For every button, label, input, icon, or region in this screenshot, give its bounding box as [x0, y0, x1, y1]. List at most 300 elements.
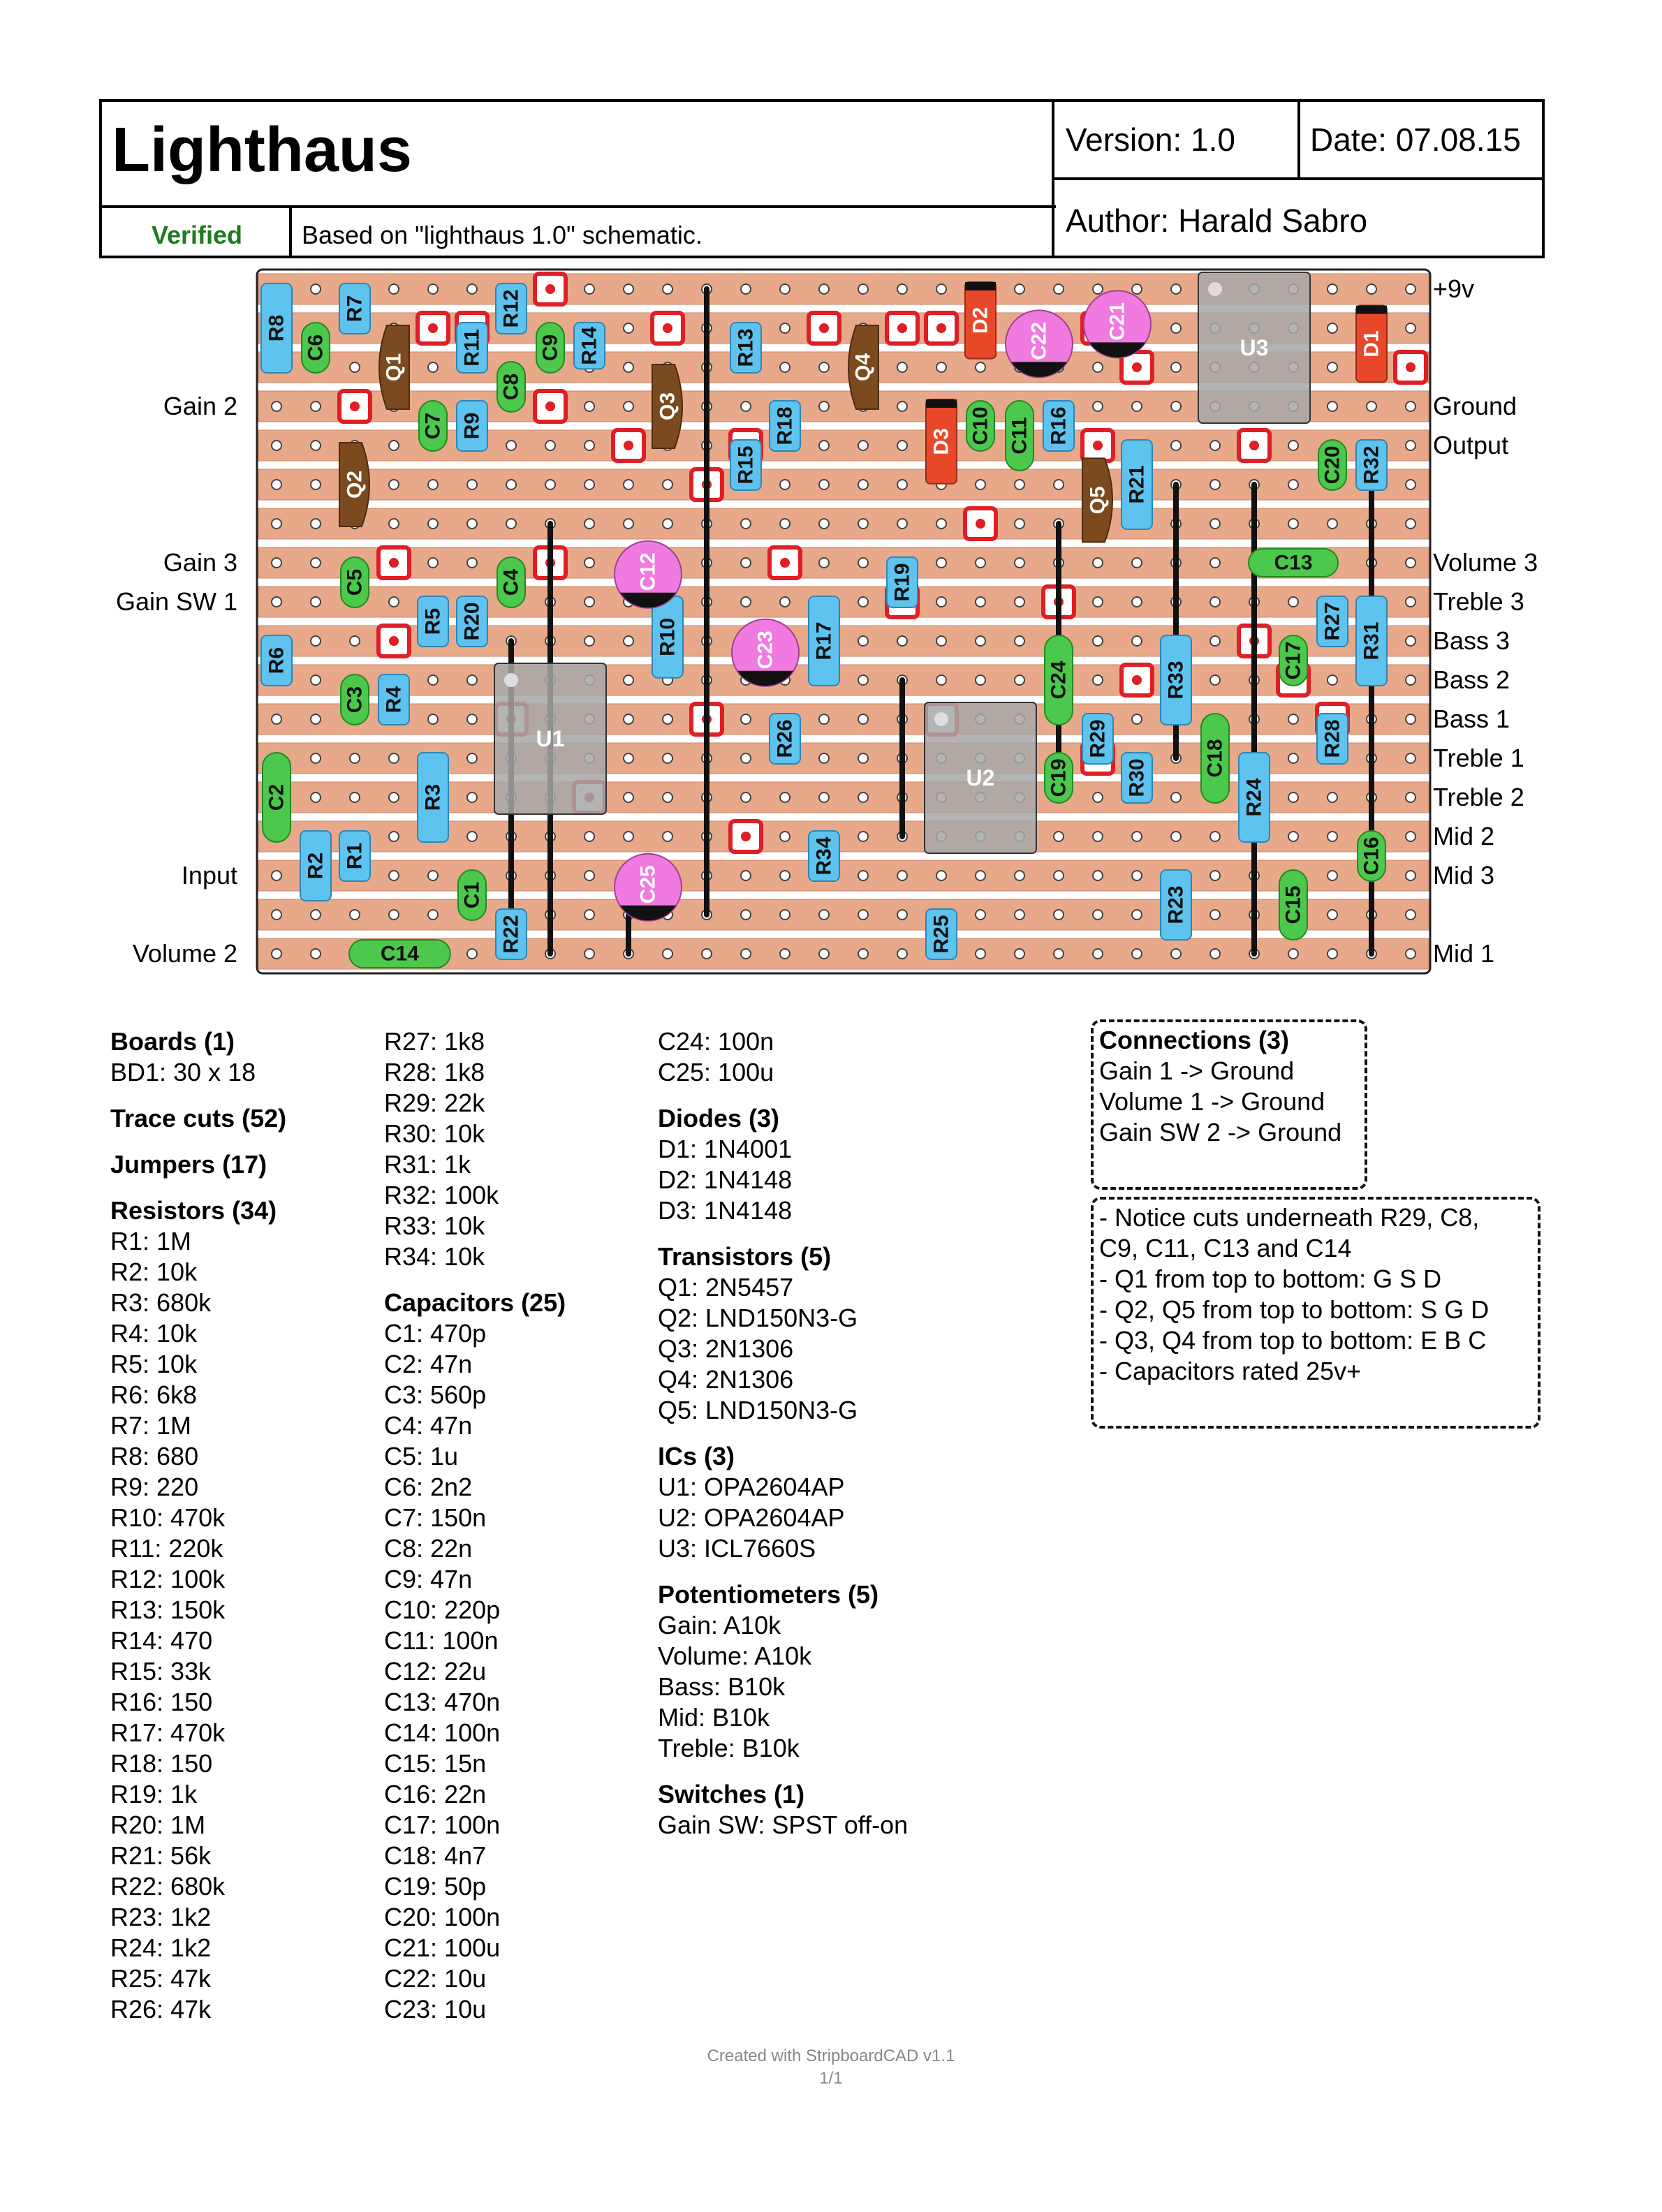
hole: [1406, 792, 1415, 802]
hole: [1132, 832, 1142, 841]
bom-item: Q2: LND150N3-G: [658, 1304, 858, 1332]
bom-item: C4: 47n: [384, 1411, 473, 1440]
bom-item: Q5: LND150N3-G: [658, 1396, 858, 1424]
hole: [1015, 480, 1024, 489]
hole: [584, 558, 594, 568]
hole: [1210, 832, 1220, 841]
trace-cut-dot: [428, 323, 438, 333]
hole: [311, 441, 321, 450]
hole: [1288, 480, 1298, 489]
capacitor-label: C24: [1047, 661, 1071, 700]
hole: [389, 597, 399, 607]
bom-item: R28: 1k8: [384, 1058, 485, 1086]
hole: [897, 401, 907, 411]
hole: [311, 480, 321, 489]
hole: [741, 284, 751, 294]
hole: [936, 362, 946, 372]
hole: [311, 910, 321, 920]
hole: [467, 753, 477, 763]
hole: [858, 597, 868, 607]
capacitor-label: C4: [499, 568, 523, 596]
bom-column-2: [384, 1026, 566, 2025]
hole: [897, 362, 907, 372]
hole: [1210, 558, 1220, 568]
hole: [311, 558, 321, 568]
resistor-label: R29: [1086, 719, 1110, 758]
bom-item: C5: 1u: [384, 1442, 459, 1470]
hole: [897, 441, 907, 450]
hole: [1015, 949, 1024, 959]
hole: [311, 792, 321, 802]
bom-item: D1: 1N4001: [658, 1135, 793, 1163]
hole: [897, 871, 907, 880]
right-label: Mid 2: [1433, 822, 1495, 850]
hole: [1210, 910, 1220, 920]
capacitor-label: C9: [538, 334, 562, 362]
bom-item: C16: 22n: [384, 1780, 487, 1808]
hole: [1054, 871, 1064, 880]
trace-cut-dot: [545, 401, 555, 411]
bom-section-heading: Transistors (5): [658, 1242, 832, 1271]
hole: [858, 792, 868, 802]
hole: [819, 558, 829, 568]
hole: [1406, 636, 1415, 646]
hole: [976, 558, 985, 568]
trace-cut-dot: [624, 441, 633, 450]
pin1-marker: [1208, 282, 1222, 296]
hole: [584, 949, 594, 959]
bom-item: C9: 47n: [384, 1565, 473, 1593]
bom-item: R25: 47k: [110, 1964, 212, 1993]
hole: [584, 636, 594, 646]
bom-item: R9: 220: [110, 1473, 199, 1501]
hole: [1288, 753, 1298, 763]
left-label: Gain 3: [163, 548, 237, 577]
bom-item: R33: 10k: [384, 1211, 485, 1240]
hole: [1054, 949, 1064, 959]
capacitor-label: C17: [1281, 641, 1305, 680]
hole: [350, 753, 360, 763]
hole: [272, 597, 281, 607]
trace-cut-dot: [741, 832, 751, 841]
hole: [663, 792, 672, 802]
right-label: Output: [1433, 431, 1509, 459]
pin1-marker: [504, 673, 518, 687]
hole: [780, 480, 790, 489]
hole: [467, 832, 477, 841]
bom-item: BD1: 30 x 18: [110, 1058, 256, 1086]
right-label: Treble 1: [1433, 744, 1524, 772]
resistor-label: R11: [460, 329, 484, 367]
hole: [311, 675, 321, 685]
hole: [897, 910, 907, 920]
resistor-label: R12: [499, 289, 523, 328]
connection-item: Gain 1 -> Ground: [1099, 1056, 1295, 1085]
resistor-label: R10: [656, 617, 679, 656]
hole: [1406, 949, 1415, 959]
hole: [1093, 401, 1103, 411]
hole: [1093, 910, 1103, 920]
bom-item: U1: OPA2604AP: [658, 1473, 845, 1501]
hole: [1132, 401, 1142, 411]
hole: [1171, 949, 1181, 959]
hole: [1288, 519, 1298, 529]
hole: [1367, 284, 1376, 294]
hole: [1132, 949, 1142, 959]
hole: [1406, 675, 1415, 685]
hole: [428, 284, 438, 294]
hole: [936, 597, 946, 607]
hole: [936, 284, 946, 294]
bom-item: C10: 220p: [384, 1595, 501, 1624]
trace-cut-dot: [1132, 362, 1142, 372]
hole: [1132, 558, 1142, 568]
hole: [976, 636, 985, 646]
bom-item: C22: 10u: [384, 1964, 487, 1993]
bom-item: R5: 10k: [110, 1350, 198, 1378]
hole: [624, 636, 633, 646]
hole: [976, 362, 985, 372]
bom-section-heading: Jumpers (17): [110, 1150, 267, 1179]
transistor-label: Q3: [656, 392, 679, 421]
hole: [976, 480, 985, 489]
right-label: +9v: [1433, 274, 1475, 303]
page-title: Lighthaus: [112, 115, 412, 185]
capacitor-label: C1: [460, 881, 484, 909]
hole: [897, 636, 907, 646]
hole: [897, 284, 907, 294]
bom-item: R24: 1k2: [110, 1933, 212, 1962]
hole: [858, 910, 868, 920]
bom-item: C3: 560p: [384, 1380, 487, 1409]
hole: [389, 871, 399, 880]
bom-item: R26: 47k: [110, 1995, 212, 2023]
hole: [1015, 910, 1024, 920]
capacitor-label: C6: [304, 334, 328, 362]
hole: [272, 480, 281, 489]
hole: [311, 284, 321, 294]
hole: [584, 597, 594, 607]
hole: [272, 910, 281, 920]
resistor-label: R21: [1125, 465, 1149, 504]
ic-label: U2: [966, 765, 995, 790]
hole: [624, 362, 633, 372]
resistor-label: R2: [304, 852, 328, 880]
trace-cut-dot: [780, 558, 790, 568]
bom-column-1: [110, 1026, 286, 2025]
right-label: Treble 3: [1433, 587, 1524, 616]
hole: [350, 636, 360, 646]
version: Version: 1.0: [1066, 121, 1235, 158]
hole: [272, 871, 281, 880]
hole: [545, 441, 555, 450]
bom-item: C15: 15n: [384, 1749, 487, 1778]
trace-cut-dot: [1406, 362, 1415, 372]
status-badge: Verified: [151, 221, 243, 249]
hole: [1210, 871, 1220, 880]
bom-item: R10: 470k: [110, 1503, 226, 1532]
left-label: Input: [181, 861, 237, 890]
hole: [1406, 519, 1415, 529]
hole: [819, 284, 829, 294]
resistor-label: R32: [1360, 445, 1383, 485]
hole: [1093, 871, 1103, 880]
bom-item: Q4: 2N1306: [658, 1365, 794, 1394]
hole: [1406, 441, 1415, 450]
right-label: Bass 1: [1433, 705, 1510, 733]
hole: [311, 714, 321, 724]
resistor-label: R13: [734, 328, 758, 367]
hole: [663, 519, 672, 529]
hole: [780, 792, 790, 802]
hole: [1406, 558, 1415, 568]
hole: [780, 597, 790, 607]
note-line: C9, C11, C13 and C14: [1099, 1234, 1352, 1262]
bom-item: C13: 470n: [384, 1688, 501, 1716]
hole: [389, 792, 399, 802]
hole: [1406, 753, 1415, 763]
capacitor-label: C19: [1047, 758, 1071, 797]
hole: [819, 714, 829, 724]
bom-item: Gain SW: SPST off-on: [658, 1811, 909, 1839]
hole: [545, 480, 555, 489]
hole: [780, 519, 790, 529]
bom-item: Q1: 2N5457: [658, 1273, 794, 1302]
hole: [624, 519, 633, 529]
hole: [936, 675, 946, 685]
hole: [936, 871, 946, 880]
bom-item: Gain: A10k: [658, 1611, 781, 1639]
hole: [1132, 284, 1142, 294]
left-label: Gain 2: [163, 392, 237, 420]
hole: [350, 792, 360, 802]
resistor-label: R15: [734, 445, 758, 485]
hole: [1328, 832, 1337, 841]
right-label: Mid 3: [1433, 861, 1495, 890]
footer-page: 1/1: [819, 2069, 843, 2088]
hole: [741, 871, 751, 880]
hole: [506, 519, 516, 529]
hole: [1132, 636, 1142, 646]
hole: [467, 480, 477, 489]
resistor-label: R28: [1321, 719, 1344, 758]
hole: [624, 714, 633, 724]
description: Based on "lighthaus 1.0" schematic.: [302, 221, 703, 249]
resistor-label: R33: [1164, 661, 1188, 700]
note-line: - Capacitors rated 25v+: [1099, 1357, 1362, 1385]
bom-item: C8: 22n: [384, 1534, 473, 1563]
hole: [780, 832, 790, 841]
bom-section-heading: Capacitors (25): [384, 1288, 566, 1317]
hole: [584, 871, 594, 880]
hole: [663, 480, 672, 489]
connections-title: Connections (3): [1099, 1026, 1290, 1054]
diode-label: D3: [929, 428, 953, 455]
hole: [1171, 401, 1181, 411]
hole: [1093, 832, 1103, 841]
resistor-label: R23: [1164, 885, 1188, 924]
hole: [1328, 401, 1337, 411]
ic-label: U1: [536, 726, 565, 751]
resistor-label: R14: [578, 326, 601, 365]
hole: [350, 362, 360, 372]
right-label: Ground: [1433, 392, 1517, 420]
notes-box: [1091, 1197, 1540, 1429]
hole: [428, 871, 438, 880]
hole: [584, 401, 594, 411]
bom-item: R11: 220k: [110, 1534, 223, 1563]
hole: [1288, 949, 1298, 959]
hole: [1171, 792, 1181, 802]
bom-item: R12: 100k: [110, 1565, 226, 1593]
hole: [819, 753, 829, 763]
hole: [624, 675, 633, 685]
hole: [428, 519, 438, 529]
hole: [1093, 949, 1103, 959]
hole: [1406, 714, 1415, 724]
hole: [624, 792, 633, 802]
bom-item: R19: 1k: [110, 1780, 198, 1808]
hole: [1015, 284, 1024, 294]
bom-item: D2: 1N4148: [658, 1165, 793, 1194]
bom-item: R22: 680k: [110, 1872, 226, 1901]
left-label: Gain SW 1: [115, 587, 237, 616]
resistor-label: R9: [460, 412, 484, 440]
capacitor-label: C14: [380, 942, 419, 966]
hole: [311, 753, 321, 763]
capacitor-label: C25: [636, 865, 660, 904]
hole: [467, 949, 477, 959]
bom-section-heading: Switches (1): [658, 1780, 805, 1808]
trace-cut-dot: [1093, 441, 1103, 450]
bom-section-heading: Diodes (3): [658, 1104, 780, 1133]
pin1-marker: [934, 712, 948, 726]
hole: [506, 480, 516, 489]
note-line: - Notice cuts underneath R29, C8,: [1099, 1203, 1480, 1232]
note-line: - Q2, Q5 from top to bottom: S G D: [1099, 1295, 1490, 1324]
capacitor-label: C22: [1027, 321, 1051, 360]
hole: [428, 910, 438, 920]
hole: [1093, 636, 1103, 646]
hole: [1015, 871, 1024, 880]
hole: [428, 714, 438, 724]
hole: [389, 441, 399, 450]
hole: [1406, 401, 1415, 411]
bom-item: C19: 50p: [384, 1872, 487, 1901]
hole: [272, 558, 281, 568]
hole: [1288, 832, 1298, 841]
trace-cut-dot: [936, 323, 946, 333]
trace-cut-dot: [350, 401, 360, 411]
bom-column-3: [658, 1026, 908, 1841]
hole: [1171, 832, 1181, 841]
bom-item: C23: 10u: [384, 1995, 487, 2023]
hole: [1210, 636, 1220, 646]
hole: [858, 949, 868, 959]
bom-item: R15: 33k: [110, 1657, 212, 1686]
resistor-label: R22: [499, 915, 523, 954]
resistor-label: R6: [265, 647, 288, 674]
hole: [1093, 362, 1103, 372]
hole: [858, 558, 868, 568]
hole: [1054, 284, 1064, 294]
hole: [389, 832, 399, 841]
resistor-label: R17: [812, 621, 836, 661]
hole: [819, 362, 829, 372]
hole: [311, 597, 321, 607]
resistor-label: R31: [1360, 621, 1383, 661]
left-label: Volume 2: [132, 939, 237, 968]
hole: [663, 284, 672, 294]
capacitor-label: C7: [421, 412, 445, 440]
hole: [389, 910, 399, 920]
hole: [976, 949, 985, 959]
hole: [936, 519, 946, 529]
hole: [741, 401, 751, 411]
resistor-label: R34: [812, 836, 836, 876]
hole: [858, 832, 868, 841]
hole: [1054, 480, 1064, 489]
hole: [663, 714, 672, 724]
bom-item: R29: 22k: [384, 1089, 485, 1117]
bom-item: C25: 100u: [658, 1058, 774, 1086]
capacitor-label: C11: [1008, 417, 1031, 455]
resistor-label: R3: [421, 783, 445, 811]
transistor-label: Q4: [851, 353, 875, 382]
right-label: Bass 3: [1433, 626, 1510, 655]
hole: [1210, 949, 1220, 959]
bom-item: C14: 100n: [384, 1718, 501, 1747]
hole: [467, 714, 477, 724]
resistor-label: R30: [1125, 758, 1149, 797]
bom-section-heading: Trace cuts (52): [110, 1104, 287, 1133]
trace-cut-dot: [976, 519, 985, 529]
resistor-label: R26: [773, 719, 797, 758]
hole: [663, 753, 672, 763]
hole: [1132, 871, 1142, 880]
hole: [272, 401, 281, 411]
hole: [350, 910, 360, 920]
note-line: - Q3, Q4 from top to bottom: E B C: [1099, 1326, 1487, 1355]
hole: [1171, 323, 1181, 333]
bom-section-heading: Resistors (34): [110, 1196, 277, 1225]
resistor-label: R18: [773, 406, 797, 445]
capacitor-label: C16: [1360, 836, 1383, 876]
hole: [584, 910, 594, 920]
bom-item: R14: 470: [110, 1626, 213, 1655]
capacitor-label: C18: [1203, 739, 1227, 778]
resistor-label: R8: [265, 314, 288, 342]
resistor-label: R20: [460, 602, 484, 641]
hole: [741, 519, 751, 529]
hole: [1093, 284, 1103, 294]
hole: [741, 949, 751, 959]
hole: [741, 714, 751, 724]
capacitor-label: C5: [343, 568, 367, 596]
author: Author: Harald Sabro: [1066, 202, 1368, 239]
hole: [624, 753, 633, 763]
trace-cut-dot: [389, 558, 399, 568]
hole: [936, 636, 946, 646]
hole: [897, 949, 907, 959]
bom-item: R34: 10k: [384, 1242, 485, 1271]
hole: [819, 401, 829, 411]
bom-item: R23: 1k2: [110, 1903, 212, 1931]
bom-item: C6: 2n2: [384, 1473, 473, 1501]
bom-item: C7: 150n: [384, 1503, 487, 1532]
transistor-label: Q1: [382, 353, 406, 382]
hole: [1328, 284, 1337, 294]
